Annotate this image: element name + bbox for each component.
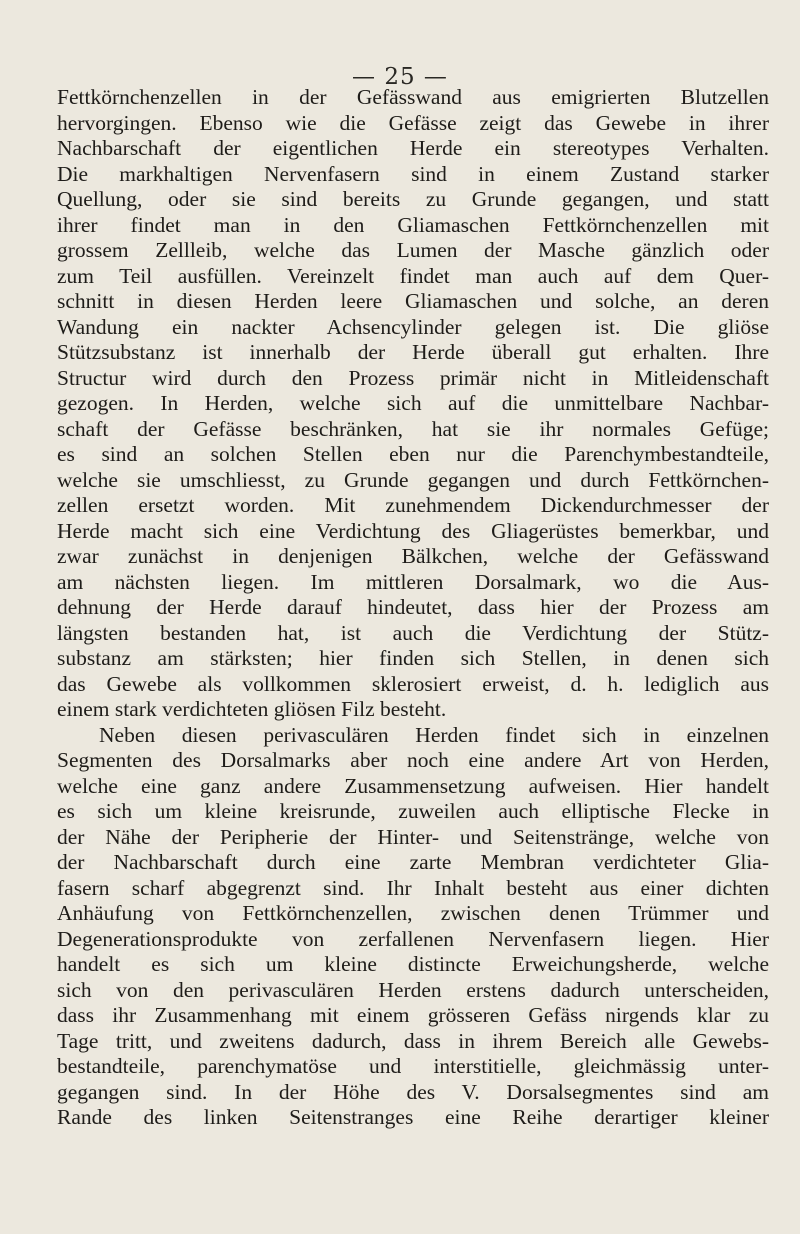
text-line: es sich um kleine kreisrunde, zuweilen auch elliptische Flecke in [57, 799, 769, 823]
text-line: einem stark verdichteten gliösen Filz besteht. [57, 697, 447, 721]
text-line: Quellung, oder sie sind bereits zu Grunde gegangen, und statt [57, 187, 769, 211]
text-line: Segmenten des Dorsalmarks aber noch eine andere Art von Herden, [57, 748, 769, 772]
text-line: der Nachbarschaft durch eine zarte Membran verdichteter Glia- [57, 850, 769, 874]
text-line: Structur wird durch den Prozess primär nicht in Mitleidenschaft [57, 365, 769, 390]
text-line: zellen ersetzt worden. Mit zunehmendem Dickendurchmesser der [57, 493, 769, 517]
text-line: der Nähe der Peripherie der Hinter- und Seitenstränge, welche von [57, 824, 769, 849]
text-line: Neben diesen perivasculären Herden findet sich in einzelnen [99, 722, 769, 747]
text-line: Die markhaltigen Nervenfasern sind in einem Zustand starker [57, 161, 769, 186]
text-line: Rande des linken Seitenstranges eine Reihe derartiger kleiner [57, 1105, 769, 1129]
text-line: welche eine ganz andere Zusammensetzung aufweisen. Hier handelt [57, 773, 769, 798]
text-line: fasern scharf abgegrenzt sind. Ihr Inhalt besteht aus einer dichten [57, 875, 769, 900]
text-line: Degenerationsprodukte von zerfallenen Nervenfasern liegen. Hier [57, 926, 769, 951]
page-number: — 25 — [352, 64, 448, 90]
text-line: substanz am stärksten; hier finden sich Stellen, in denen sich [57, 646, 769, 670]
text-line: dehnung der Herde darauf hindeutet, dass hier der Prozess am [57, 595, 769, 619]
text-line: bestandteile, parenchymatöse und interstitielle, gleichmässig unter- [57, 1054, 769, 1078]
text-line: schaft der Gefässe beschränken, hat sie ihr normales Gefüge; [57, 416, 769, 441]
paragraph [57, 723, 769, 1131]
text-line: gezogen. In Herden, welche sich auf die unmittelbare Nachbar- [57, 391, 769, 415]
text-line: hervorgingen. Ebenso wie die Gefässe zeigt das Gewebe in ihrer [57, 110, 769, 135]
text-line: sich von den perivasculären Herden erstens dadurch unterscheiden, [57, 977, 769, 1002]
text-line: am nächsten liegen. Im mittleren Dorsalmark, wo die Aus- [57, 569, 769, 594]
text-line: grossem Zellleib, welche das Lumen der Masche gänzlich oder [57, 238, 769, 262]
text-line: Anhäufung von Fettkörnchenzellen, zwischen denen Trümmer und [57, 901, 769, 925]
text-line: Nachbarschaft der eigentlichen Herde ein stereotypes Verhalten. [57, 136, 769, 160]
text-line: Fettkörnchenzellen in der Gefässwand aus emigrierten Blutzellen [57, 85, 769, 109]
text-line: dass ihr Zusammenhang mit einem grösseren Gefäss nirgends klar zu [57, 1003, 769, 1027]
text-line: Wandung ein nackter Achsencylinder gelegen ist. Die gliöse [57, 314, 769, 339]
paragraph [57, 85, 769, 723]
text-line: Herde macht sich eine Verdichtung des Gliagerüstes bemerkbar, und [57, 518, 769, 543]
text-line: das Gewebe als vollkommen sklerosiert erweist, d. h. lediglich aus [57, 671, 769, 696]
text-line: ihrer findet man in den Gliamaschen Fettkörnchenzellen mit [57, 212, 769, 237]
text-line: zwar zunächst in denjenigen Bälkchen, welche der Gefässwand [57, 544, 769, 568]
text-line: handelt es sich um kleine distincte Erweichungsherde, welche [57, 952, 769, 976]
text-line: Tage tritt, und zweitens dadurch, dass in ihrem Bereich alle Gewebs- [57, 1028, 769, 1053]
text-line: es sind an solchen Stellen eben nur die Parenchymbestandteile, [57, 442, 769, 466]
text-line: schnitt in diesen Herden leere Gliamaschen und solche, an deren [57, 289, 769, 313]
text-line: gegangen sind. In der Höhe des V. Dorsalsegmentes sind am [57, 1079, 769, 1104]
text-line: Stützsubstanz ist innerhalb der Herde überall gut erhalten. Ihre [57, 340, 769, 364]
body-text [57, 85, 769, 1131]
text-line: längsten bestanden hat, ist auch die Verdichtung der Stütz- [57, 620, 769, 645]
text-line: zum Teil ausfüllen. Vereinzelt findet man auch auf dem Quer- [57, 263, 769, 288]
text-line: welche sie umschliesst, zu Grunde gegangen und durch Fettkörnchen- [57, 467, 769, 492]
